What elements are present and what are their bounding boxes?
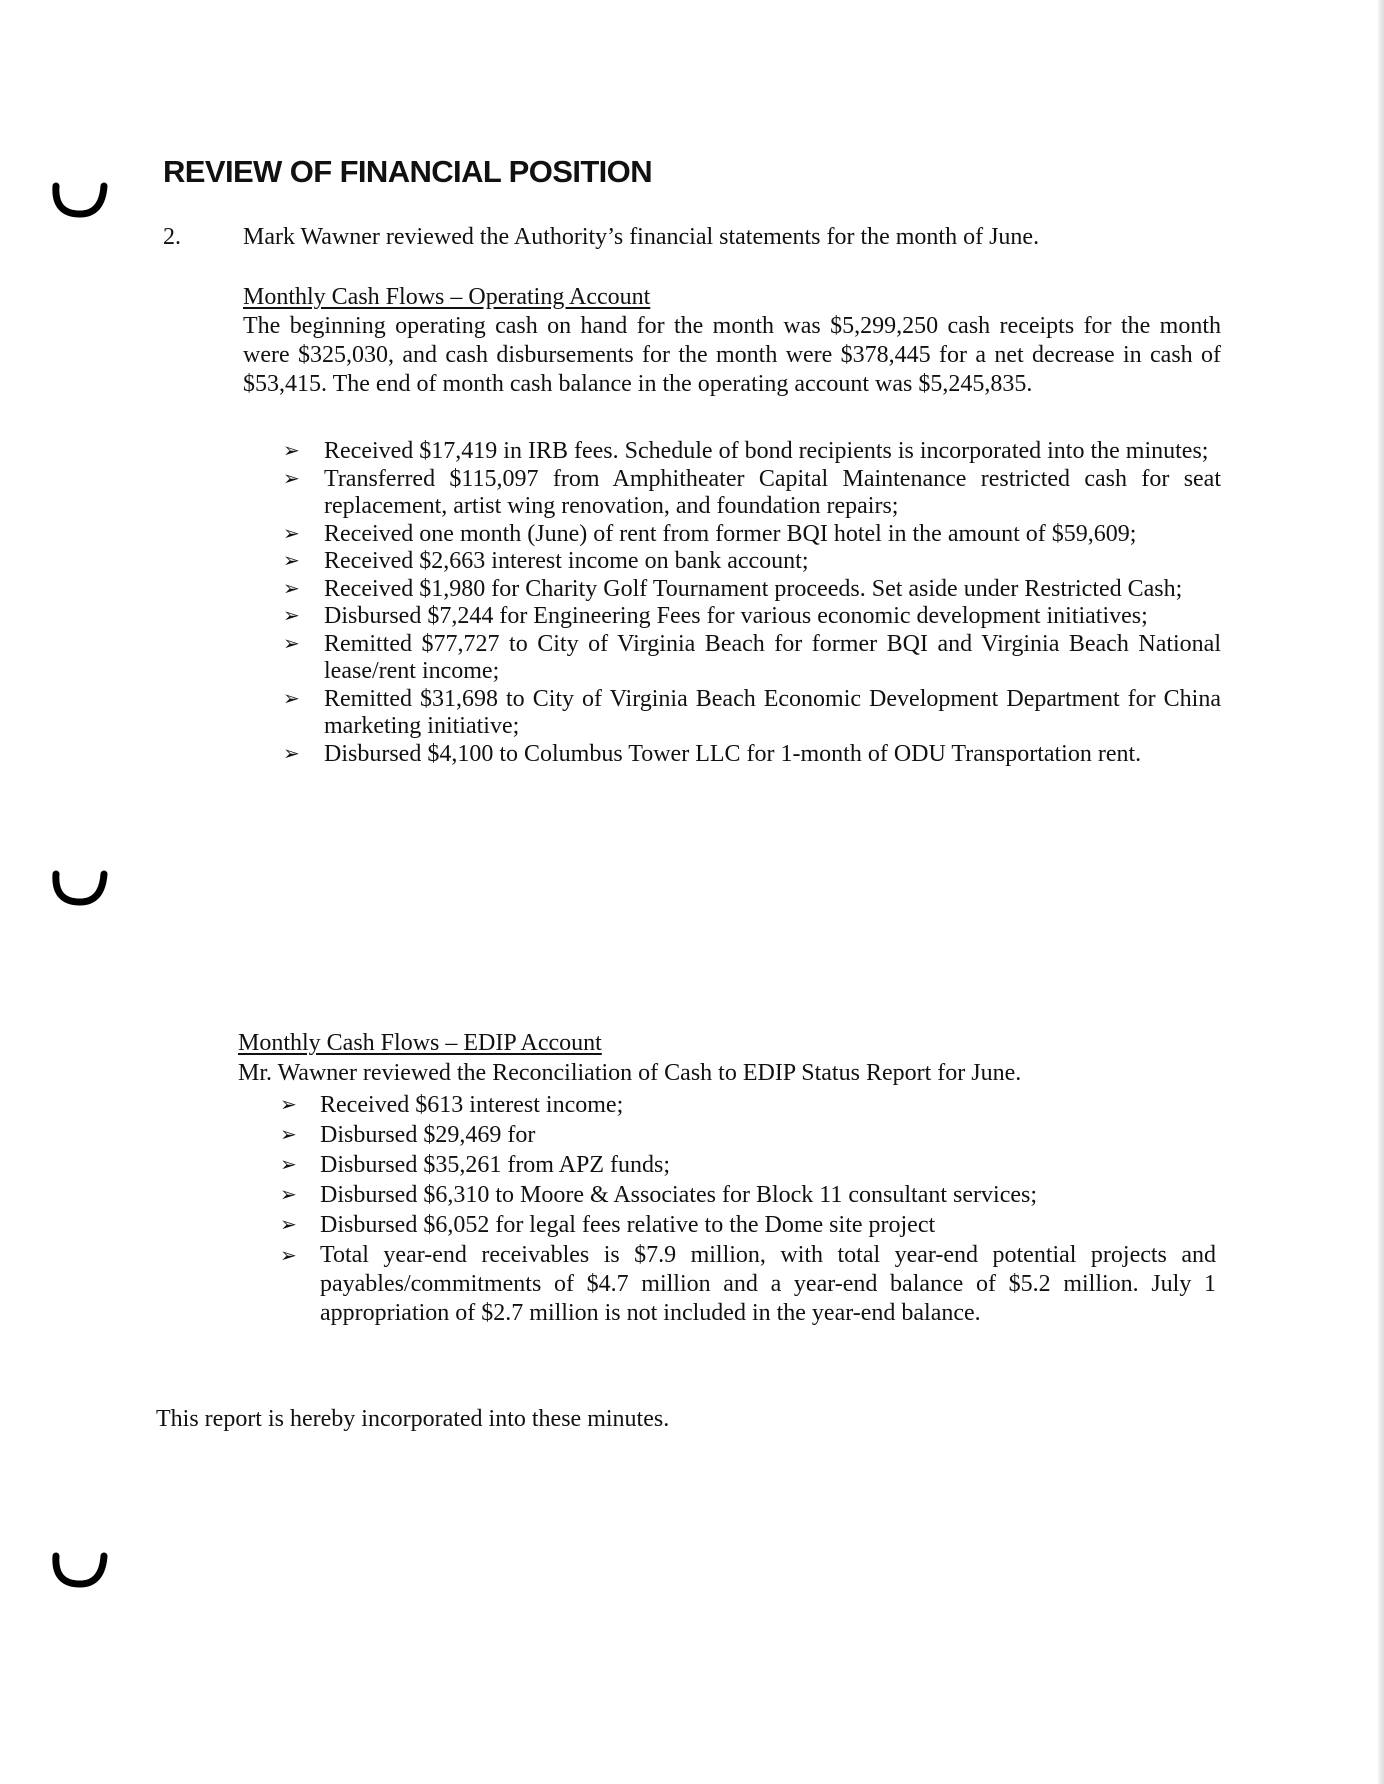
arrow-bullet-icon: ➢ (283, 632, 300, 655)
list-item: ➢ Disbursed $29,469 for (280, 1122, 536, 1148)
arrow-bullet-icon: ➢ (283, 742, 300, 765)
item-number: 2. (163, 224, 181, 250)
list-item: ➢ Received $17,419 in IRB fees. Schedule of bond recipients is incorporated into the minutes; (283, 438, 1209, 464)
arrow-bullet-icon: ➢ (280, 1154, 297, 1176)
binder-hole-mark-bottom (50, 1550, 110, 1590)
binder-hole-mark-top (50, 180, 110, 220)
item-intro: Mark Wawner reviewed the Authority’s financial statements for the month of June. (243, 224, 1040, 250)
list-item: ➢ Disbursed $7,244 for Engineering Fees for various economic development initiatives; (283, 603, 1148, 629)
closing-statement: This report is hereby incorporated into these minutes. (156, 1406, 670, 1432)
page-heading: REVIEW OF FINANCIAL POSITION (163, 154, 652, 189)
operating-summary-paragraph: The beginning operating cash on hand for the month was $5,299,250 cash receipts for the month were $325,030, and cash disbursements for the month were $378,445 for a net decrease in cash of $53,415. The end of month cash balance in the operating account was $5,245,835. (243, 313, 1221, 397)
arrow-bullet-icon: ➢ (283, 467, 300, 490)
list-item: ➢ Received one month (June) of rent from former BQI hotel in the amount of $59,609; (283, 520, 1137, 547)
list-item: ➢ Disbursed $6,310 to Moore & Associates for Block 11 consultant services; (280, 1182, 1037, 1208)
arrow-bullet-icon: ➢ (283, 577, 300, 600)
arrow-bullet-icon: ➢ (280, 1094, 297, 1116)
arrow-bullet-icon: ➢ (283, 522, 300, 545)
arrow-bullet-icon: ➢ (280, 1214, 297, 1236)
arrow-bullet-icon: ➢ (283, 687, 300, 710)
arrow-bullet-icon: ➢ (280, 1245, 297, 1267)
list-item: ➢ Remitted $77,727 to City of Virginia Beach for former BQI and Virginia Beach National lease/rent income; (283, 630, 1221, 684)
arrow-bullet-icon: ➢ (283, 550, 300, 572)
arrow-bullet-icon: ➢ (280, 1184, 297, 1206)
arrow-bullet-icon: ➢ (283, 440, 300, 462)
list-item: ➢ Disbursed $6,052 for legal fees relative to the Dome site project (280, 1212, 936, 1238)
operating-bullet-list (243, 438, 1221, 768)
edip-account-section (238, 1028, 1216, 1328)
list-item: ➢ Total year-end receivables is $7.9 million, with total year-end potential projects and payables/commitments of $4.7 million and a year-end balance of $5.2 million. July 1 appropriation of $2.7 million is not included in the year-end balance. (280, 1242, 1216, 1326)
edip-intro: Mr. Wawner reviewed the Reconciliation of Cash to EDIP Status Report for June. (238, 1060, 1022, 1086)
list-item: ➢ Received $613 interest income; (280, 1092, 624, 1118)
arrow-bullet-icon: ➢ (283, 605, 300, 627)
list-item: ➢ Remitted $31,698 to City of Virginia Beach Economic Development Department for China marketing initiative; (283, 685, 1221, 739)
edip-section-title: Monthly Cash Flows – EDIP Account (238, 1030, 602, 1056)
list-item: ➢ Disbursed $4,100 to Columbus Tower LLC for 1-month of ODU Transportation rent. (283, 740, 1142, 767)
scanner-page-edge (1378, 0, 1384, 1784)
list-item: ➢ Received $1,980 for Charity Golf Tournament proceeds. Set aside under Restricted Cash; (283, 575, 1183, 602)
binder-hole-mark-middle (50, 868, 110, 908)
arrow-bullet-icon: ➢ (280, 1124, 297, 1146)
list-item: ➢ Disbursed $35,261 from APZ funds; (280, 1152, 670, 1178)
edip-bullet-list (238, 1090, 1216, 1328)
operating-section-title: Monthly Cash Flows – Operating Account (243, 284, 651, 310)
list-item: ➢ Received $2,663 interest income on bank account; (283, 548, 809, 574)
list-item: ➢ Transferred $115,097 from Amphitheater Capital Maintenance restricted cash for seat replacement, artist wing renovation, and foundation repairs; (283, 465, 1221, 519)
operating-account-section (243, 282, 1221, 768)
